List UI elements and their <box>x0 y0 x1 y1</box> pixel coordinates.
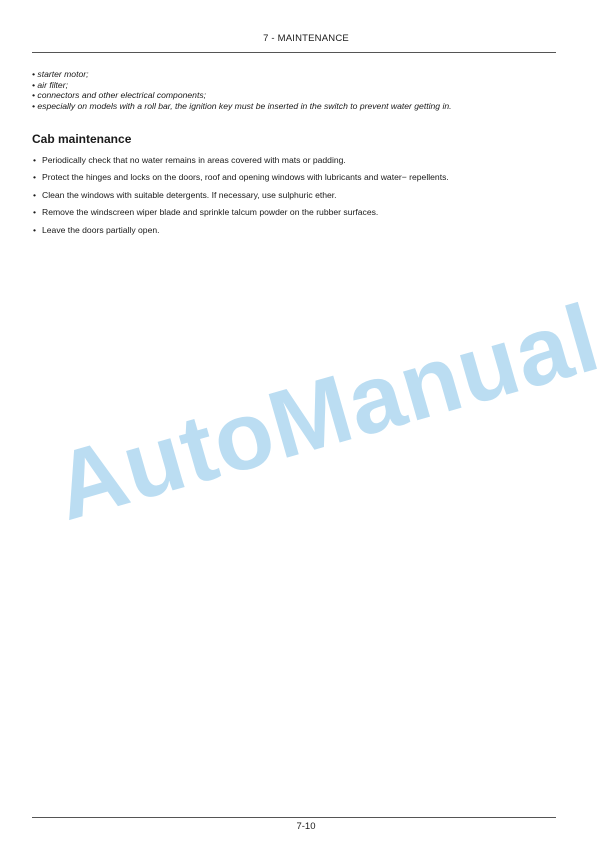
bullet-icon: • <box>33 189 37 200</box>
intro-list <box>32 69 562 111</box>
list-item: • air filter; <box>32 79 68 90</box>
list-item <box>32 225 562 236</box>
list-item <box>32 207 562 218</box>
list-item-text: Leave the doors partially open. <box>42 224 160 235</box>
list-item <box>32 190 562 201</box>
list-item-text: Periodically check that no water remains in areas covered with mats or padding. <box>42 155 346 165</box>
list-item-text: Remove the windscreen wiper blade and sprinkle talcum powder on the rubber surfaces. <box>42 207 379 218</box>
list-item: • starter motor; <box>32 69 89 79</box>
watermark: AutoManual <box>43 283 611 541</box>
footer-divider <box>32 817 556 818</box>
header-divider <box>32 52 556 53</box>
bullet-icon: • <box>33 155 37 165</box>
bullet-icon: • <box>33 172 37 183</box>
section-heading: Cab maintenance <box>32 132 132 146</box>
page-number: 7-10 <box>296 821 316 832</box>
page-header: 7 - MAINTENANCE <box>263 33 349 44</box>
list-item: • especially on models with a roll bar, the ignition key must be inserted in the switch to prevent water getting in. <box>32 100 452 111</box>
list-item-text: Clean the windows with suitable detergents. If necessary, use sulphuric ether. <box>42 189 337 200</box>
list-item <box>32 155 562 166</box>
list-item: • connectors and other electrical components; <box>32 90 207 101</box>
bullet-icon: • <box>33 224 37 235</box>
cab-maintenance-list <box>32 155 562 242</box>
list-item <box>32 172 562 183</box>
bullet-icon: • <box>33 207 37 218</box>
list-item-text: Protect the hinges and locks on the doors, roof and opening windows with lubricants and water− repellents. <box>42 172 449 183</box>
